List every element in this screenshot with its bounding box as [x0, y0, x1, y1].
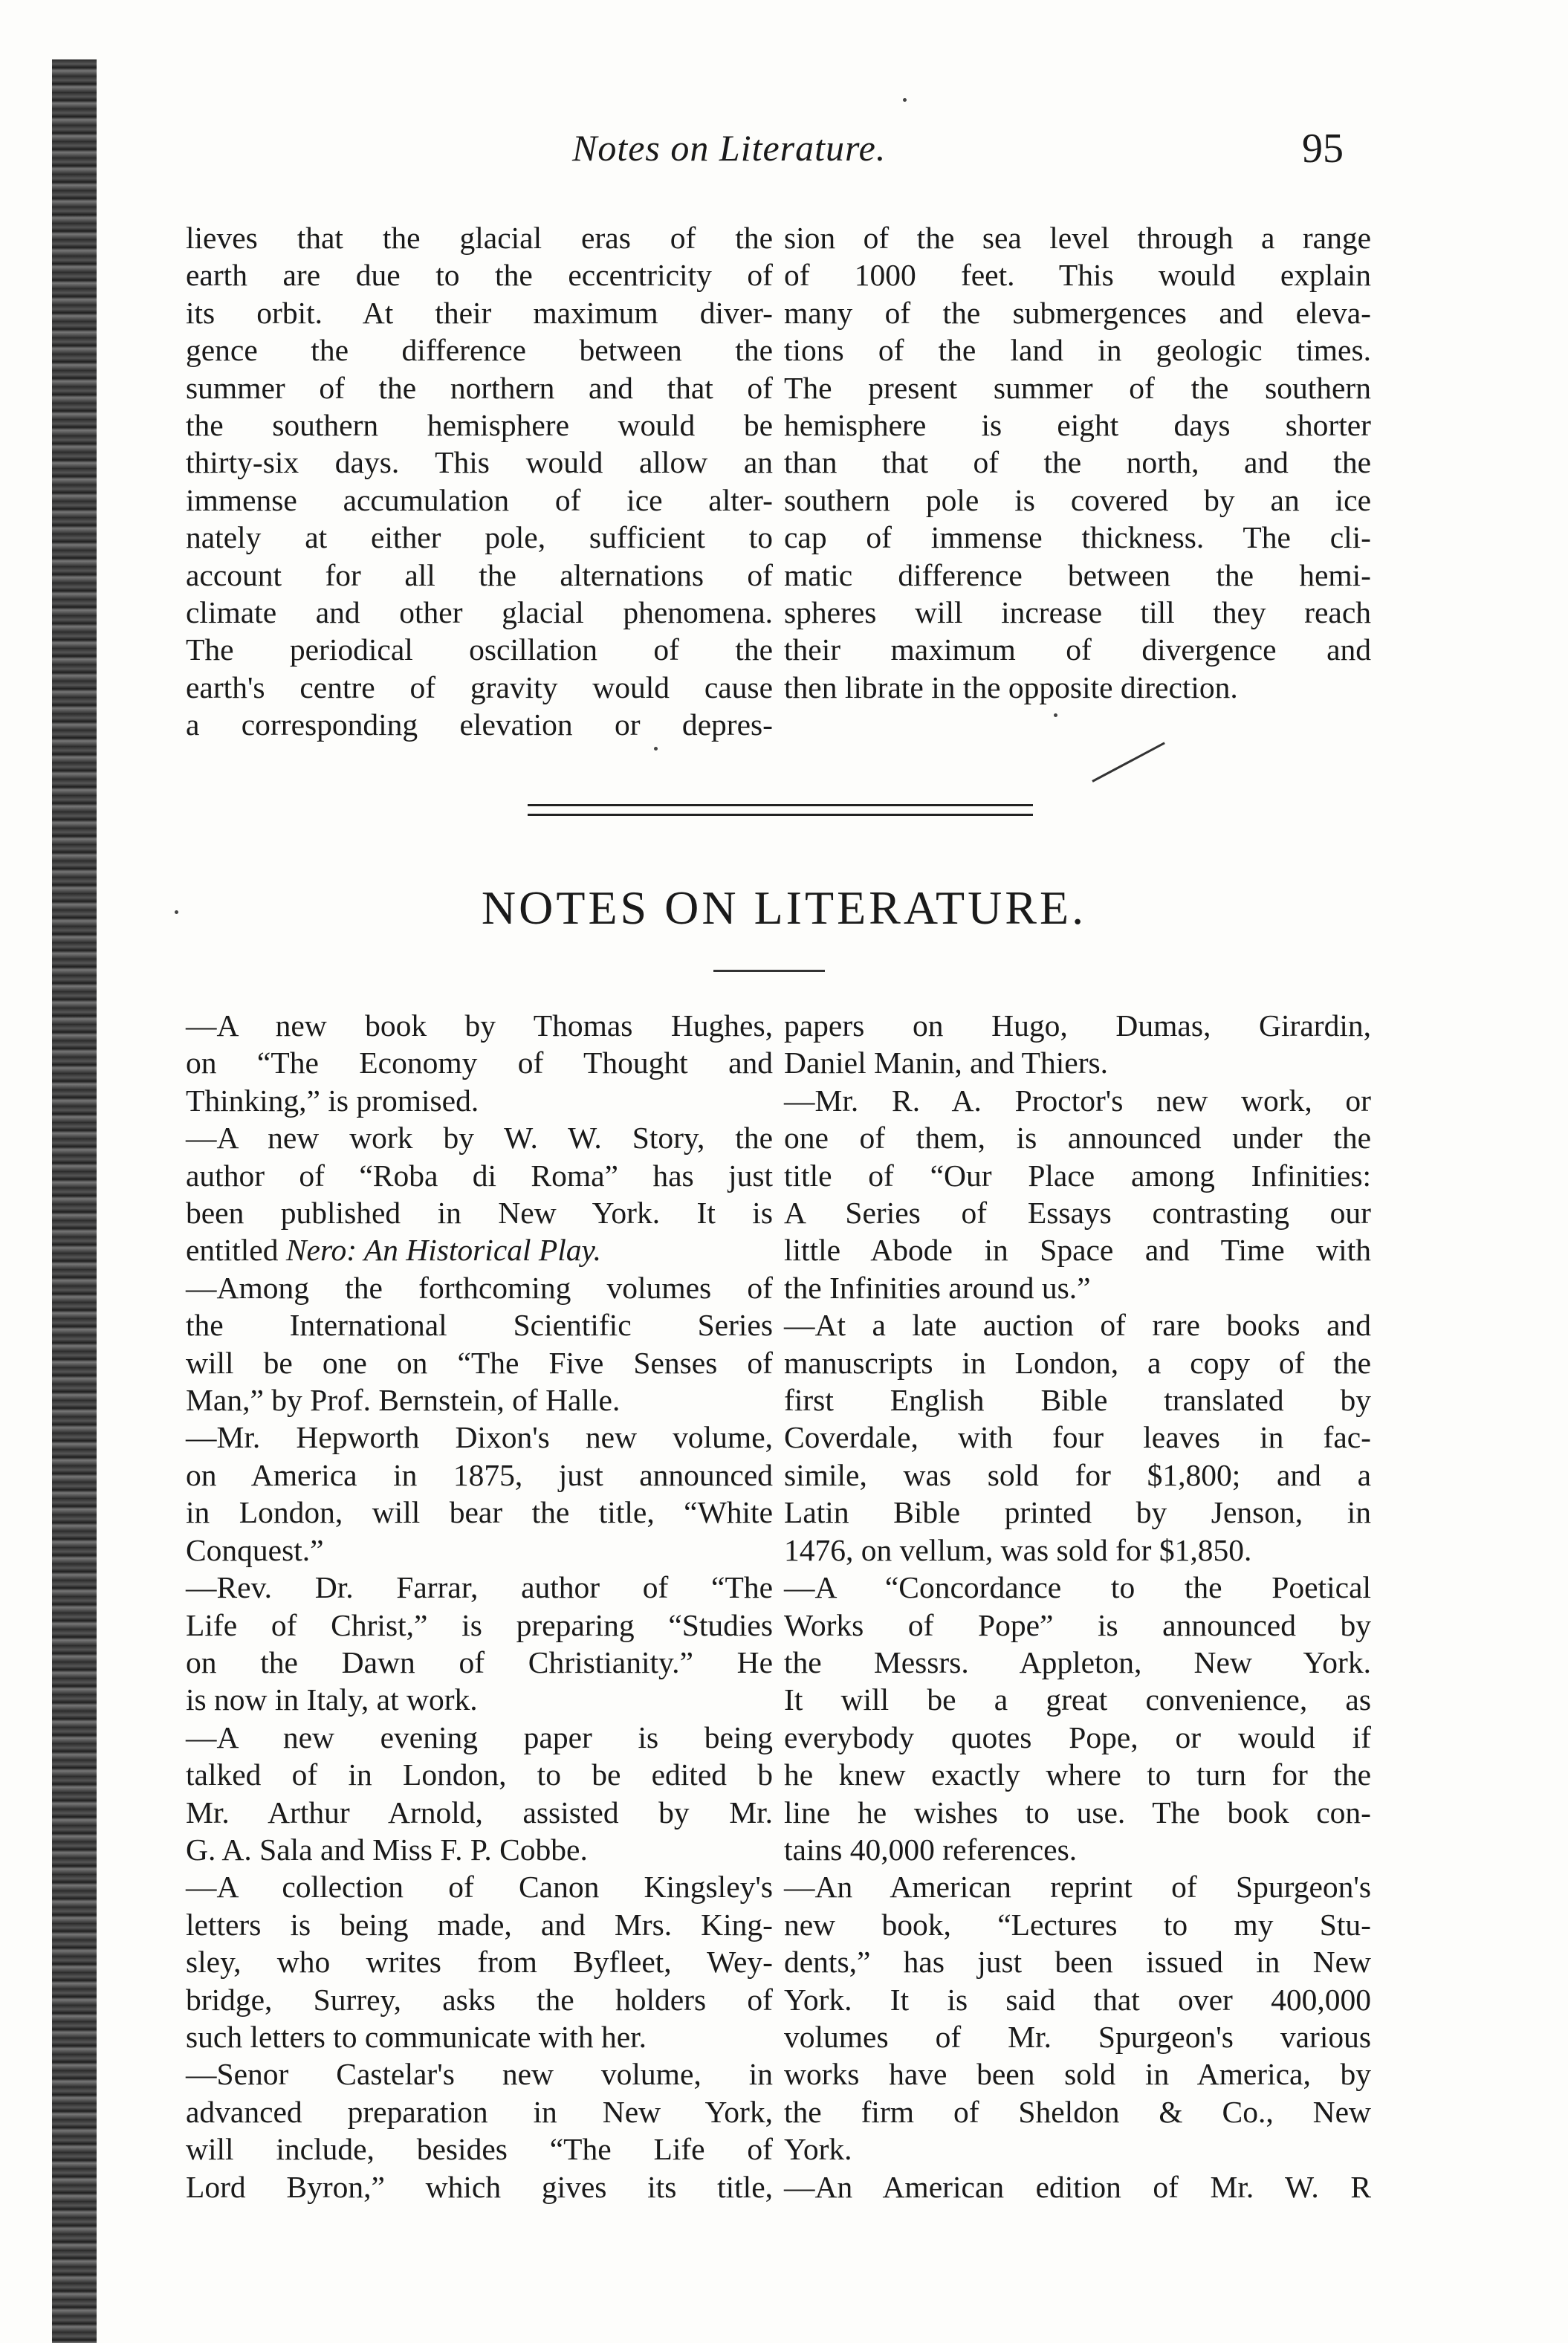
text-line: such letters to communicate with her. [186, 2019, 647, 2054]
text-line: than that of the north, and the [784, 445, 1371, 480]
text-line: summer of the northern and that of [186, 370, 773, 405]
text-line: —At a late auction of rare books and [784, 1308, 1371, 1343]
text-line: —Senor Castelar's new volume, in [186, 2057, 773, 2092]
text-line: first English Bible translated by [784, 1383, 1371, 1418]
text-line: new book, “Lectures to my Stu- [784, 1907, 1371, 1942]
text-line: one of them, is announced under the [784, 1121, 1371, 1156]
text-line: G. A. Sala and Miss F. P. Cobbe. [186, 1832, 588, 1867]
text-line: in London, will bear the title, “White [186, 1495, 773, 1530]
text-line: Coverdale, with four leaves in fac- [784, 1420, 1371, 1455]
text-line: Mr. Arthur Arnold, assisted by Mr. [186, 1795, 773, 1830]
section-heading: NOTES ON LITERATURE. [481, 881, 1087, 934]
running-title: Notes on Literature. [572, 127, 887, 169]
text-line: the Messrs. Appleton, New York. [784, 1644, 1371, 1679]
text-line: —Among the forthcoming volumes of [186, 1270, 773, 1305]
text-line: talked of in London, to be edited b [186, 1757, 773, 1792]
text-line: bridge, Surrey, asks the holders of [186, 1982, 773, 2017]
text-line: tains 40,000 references. [784, 1832, 1078, 1867]
text-line: their maximum of divergence and [784, 632, 1371, 667]
text-line: the International Scientific Series [186, 1308, 773, 1343]
text-line: many of the submergences and eleva- [784, 295, 1371, 330]
text-line: Conquest.” [186, 1532, 324, 1567]
stray-mark [1092, 742, 1165, 782]
text-line: sley, who writes from Byfleet, Wey- [186, 1945, 773, 1980]
text-line: sion of the sea level through a range [784, 221, 1371, 255]
text-line: immense accumulation of ice alter- [186, 482, 773, 517]
text-line: advanced preparation in New York, [186, 2094, 773, 2129]
top-left-column [186, 219, 773, 744]
text-line: earth are due to the eccentricity of [186, 258, 773, 293]
text-line: cap of immense thickness. The cli- [784, 520, 1371, 555]
print-speck [654, 747, 658, 751]
text-line: tions of the land in geologic times. [784, 333, 1371, 368]
text-line: author of “Roba di Roma” has just [186, 1158, 773, 1193]
text-line: —A new evening paper is being [186, 1720, 773, 1754]
text-line: —Mr. Hepworth Dixon's new volume, [186, 1420, 773, 1455]
text-line: a corresponding elevation or depres- [186, 707, 773, 742]
text-line: —Mr. R. A. Proctor's new work, or [784, 1083, 1371, 1118]
text-line: title of “Our Place among Infinities: [784, 1158, 1371, 1193]
text-line: gence the difference between the [186, 333, 773, 368]
text-line: Lord Byron,” which gives its title, [186, 2169, 773, 2204]
text-line: will be one on “The Five Senses of [186, 1345, 773, 1380]
text-line: entitled Nero: An Historical Play. [186, 1233, 602, 1268]
text-line: dents,” has just been issued in New [784, 1945, 1371, 1980]
text-line: —A new book by Thomas Hughes, [186, 1008, 773, 1043]
text-line: Thinking,” is promised. [186, 1083, 479, 1118]
text-line: —A “Concordance to the Poetical [784, 1570, 1371, 1605]
text-line: climate and other glacial phenomena. [186, 595, 773, 630]
text-line: lieves that the glacial eras of the [186, 221, 773, 255]
text-line: is now in Italy, at work. [186, 1682, 478, 1717]
text-line: —Rev. Dr. Farrar, author of “The [186, 1570, 773, 1605]
text-line: —A collection of Canon Kingsley's [186, 1870, 773, 1905]
text-line: account for all the alternations of [186, 557, 773, 592]
text-line: then librate in the opposite direction. [784, 670, 1238, 704]
text-line: he knew exactly where to turn for the [784, 1757, 1371, 1792]
section-divider [528, 804, 1033, 816]
text-line: volumes of Mr. Spurgeon's various [784, 2019, 1371, 2054]
text-line: on America in 1875, just announced [186, 1457, 773, 1492]
bottom-right-column [784, 1007, 1371, 2206]
text-line: A Series of Essays contrasting our [784, 1196, 1371, 1231]
text-line: The present summer of the southern [784, 370, 1371, 405]
text-line: southern pole is covered by an ice [784, 482, 1371, 517]
text-line: matic difference between the hemi- [784, 557, 1371, 592]
text-line: —An American reprint of Spurgeon's [784, 1870, 1371, 1905]
text-line: on “The Economy of Thought and [186, 1046, 773, 1080]
text-line: Life of Christ,” is preparing “Studies [186, 1607, 773, 1642]
text-line: Man,” by Prof. Bernstein, of Halle. [186, 1383, 621, 1418]
text-line: little Abode in Space and Time with [784, 1233, 1371, 1268]
text-line: the firm of Sheldon & Co., New [784, 2094, 1371, 2129]
text-line: the southern hemisphere would be [186, 408, 773, 443]
text-line: 1476, on vellum, was sold for $1,850. [784, 1532, 1252, 1567]
text-line: nately at either pole, sufficient to [186, 520, 773, 555]
text-line: It will be a great convenience, as [784, 1682, 1371, 1717]
text-line: —An American edition of Mr. W. R [784, 2169, 1371, 2204]
text-line: —A new work by W. W. Story, the [186, 1121, 773, 1156]
text-line: Daniel Manin, and Thiers. [784, 1046, 1109, 1080]
text-line: York. [784, 2132, 852, 2167]
text-line: letters is being made, and Mrs. King- [186, 1907, 773, 1942]
text-line: papers on Hugo, Dumas, Girardin, [784, 1008, 1371, 1043]
text-line: everybody quotes Pope, or would if [784, 1720, 1371, 1754]
text-line: thirty-six days. This would allow an [186, 445, 773, 480]
top-right-column [784, 219, 1371, 706]
text-line: the Infinities around us.” [784, 1270, 1091, 1305]
print-speck [903, 98, 907, 102]
text-line: hemisphere is eight days shorter [784, 408, 1371, 443]
text-line: Works of Pope” is announced by [784, 1607, 1371, 1642]
bottom-left-column [186, 1007, 773, 2206]
text-line: line he wishes to use. The book con- [784, 1795, 1371, 1830]
text-line: spheres will increase till they reach [784, 595, 1371, 630]
text-line: earth's centre of gravity would cause [186, 670, 773, 704]
print-speck [1054, 713, 1057, 717]
text-line: on the Dawn of Christianity.” He [186, 1644, 773, 1679]
text-line: been published in New York. It is [186, 1196, 773, 1231]
text-line: manuscripts in London, a copy of the [784, 1345, 1371, 1380]
text-line: The periodical oscillation of the [186, 632, 773, 667]
text-line: of 1000 feet. This would explain [784, 258, 1371, 293]
page-number: 95 [1302, 126, 1344, 172]
text-line: simile, was sold for $1,800; and a [784, 1457, 1371, 1492]
page-binding-edge [52, 59, 97, 2343]
heading-underline [713, 970, 825, 972]
text-line: York. It is said that over 400,000 [784, 1982, 1371, 2017]
text-line: its orbit. At their maximum diver- [186, 295, 773, 330]
text-line: Latin Bible printed by Jenson, in [784, 1495, 1371, 1530]
text-line: works have been sold in America, by [784, 2057, 1371, 2092]
text-line: will include, besides “The Life of [186, 2132, 773, 2167]
print-speck [175, 910, 178, 914]
